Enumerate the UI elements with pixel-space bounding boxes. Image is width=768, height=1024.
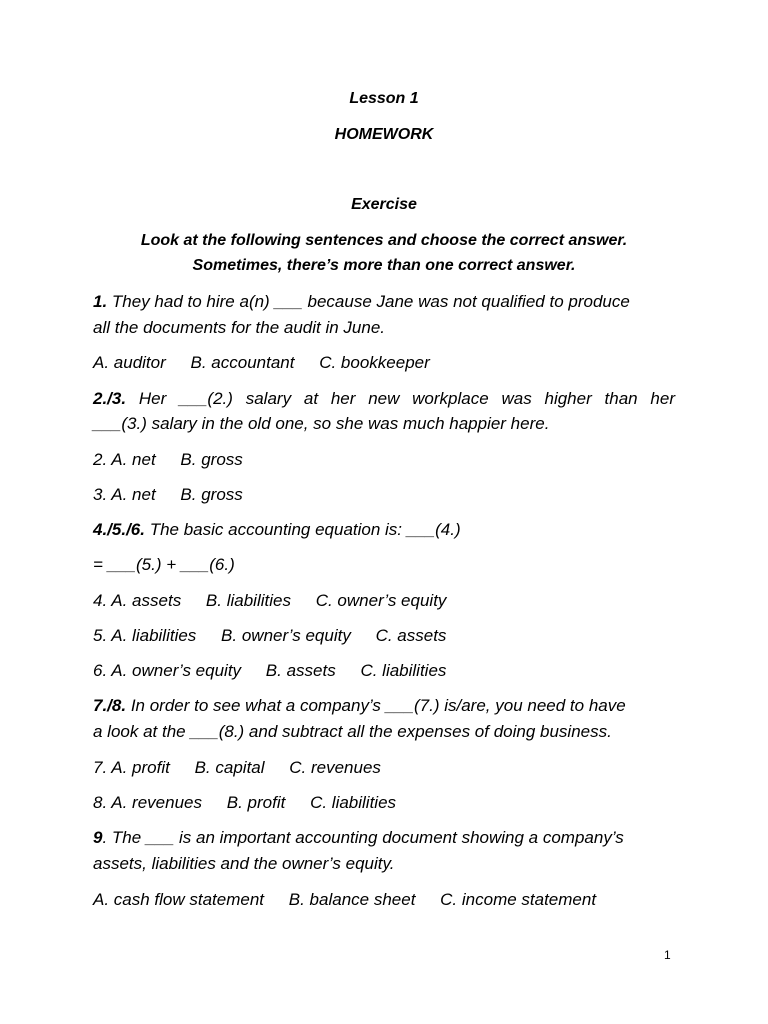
- word: her: [330, 389, 356, 408]
- option-2b: B. gross: [180, 450, 243, 469]
- lesson-title: Lesson 1: [349, 90, 419, 107]
- question-4-options: [93, 591, 675, 611]
- question-2-3-number: 2./3.: [93, 389, 127, 408]
- question-4-6-line-2: = ___(5.) + ___(6.): [93, 555, 235, 574]
- question-1-line-2: all the documents for the audit in June.: [93, 318, 386, 337]
- question-8-options: [93, 793, 675, 813]
- instruction-line-2: Sometimes, there’s more than one correct answer.: [192, 257, 576, 274]
- option-8b: B. profit: [226, 793, 286, 812]
- option-4a: 4. A. assets: [93, 591, 182, 610]
- word: salary: [245, 389, 292, 408]
- option-9c: C. income statement: [440, 890, 597, 909]
- question-9-line-2: assets, liabilities and the owner’s equity.: [93, 854, 395, 873]
- option-8a: 8. A. revenues: [93, 793, 202, 812]
- option-1c: C. bookkeeper: [319, 353, 430, 372]
- homework-heading: HOMEWORK: [334, 126, 434, 143]
- option-3a: 3. A. net: [93, 485, 156, 504]
- option-4c: C. owner’s equity: [315, 591, 447, 610]
- word: Her: [138, 389, 167, 408]
- question-9-line-1: [93, 828, 675, 848]
- option-2a: 2. A. net: [93, 450, 156, 469]
- question-7-8-line-1: [93, 696, 675, 716]
- word: ___(2.): [179, 389, 233, 408]
- option-7b: B. capital: [194, 758, 265, 777]
- question-7-8-number: 7./8.: [93, 696, 127, 715]
- option-6b: B. assets: [265, 661, 336, 680]
- question-9-number: 9: [93, 828, 103, 847]
- option-6a: 6. A. owner’s equity: [93, 661, 242, 680]
- word: at: [303, 389, 319, 408]
- option-5b: B. owner’s equity: [221, 626, 351, 645]
- page-number: 1: [664, 948, 671, 962]
- option-5c: C. assets: [375, 626, 447, 645]
- question-1-options: [93, 353, 675, 373]
- question-2-3-line-1: [93, 389, 675, 409]
- word: workplace: [412, 389, 489, 408]
- option-9b: B. balance sheet: [288, 890, 416, 909]
- option-4b: B. liabilities: [205, 591, 291, 610]
- question-4-6-line-1: [93, 520, 675, 540]
- question-3-options: [93, 485, 675, 505]
- question-6-options: [93, 661, 675, 681]
- word: new: [368, 389, 400, 408]
- word: her: [650, 389, 675, 408]
- option-1a: A. auditor: [93, 353, 166, 372]
- instruction-line-1: Look at the following sentences and choose the correct answer.: [140, 232, 628, 249]
- question-9-options: [93, 890, 675, 910]
- option-7a: 7. A. profit: [93, 758, 170, 777]
- option-7c: C. revenues: [289, 758, 381, 777]
- option-1b: B. accountant: [190, 353, 295, 372]
- option-3b: B. gross: [180, 485, 243, 504]
- exercise-heading: Exercise: [351, 196, 417, 213]
- question-2-3-line-2: ___(3.) salary in the old one, so she was much happier here.: [93, 414, 550, 433]
- option-6c: C. liabilities: [360, 661, 447, 680]
- word: higher: [544, 389, 592, 408]
- question-4-6-number: 4./5./6.: [93, 520, 145, 539]
- option-5a: 5. A. liabilities: [93, 626, 197, 645]
- question-7-8-line-2: a look at the ___(8.) and subtract all the expenses of doing business.: [93, 722, 612, 741]
- question-1-line-1: [93, 292, 675, 312]
- option-8c: C. liabilities: [310, 793, 397, 812]
- question-7-options: [93, 758, 675, 778]
- question-1-number: 1.: [93, 292, 108, 311]
- question-9-text: . The ___ is an important accounting document showing a company’s: [102, 828, 624, 847]
- question-4-6-text: The basic accounting equation is: ___(4.): [144, 520, 461, 539]
- word: than: [604, 389, 638, 408]
- question-1-text: They had to hire a(n) ___ because Jane was not qualified to produce: [107, 292, 630, 311]
- question-5-options: [93, 626, 675, 646]
- word: was: [501, 389, 532, 408]
- option-9a: A. cash flow statement: [93, 890, 265, 909]
- question-2-options: [93, 450, 675, 470]
- question-7-8-text: In order to see what a company’s ___(7.) is/are, you need to have: [126, 696, 626, 715]
